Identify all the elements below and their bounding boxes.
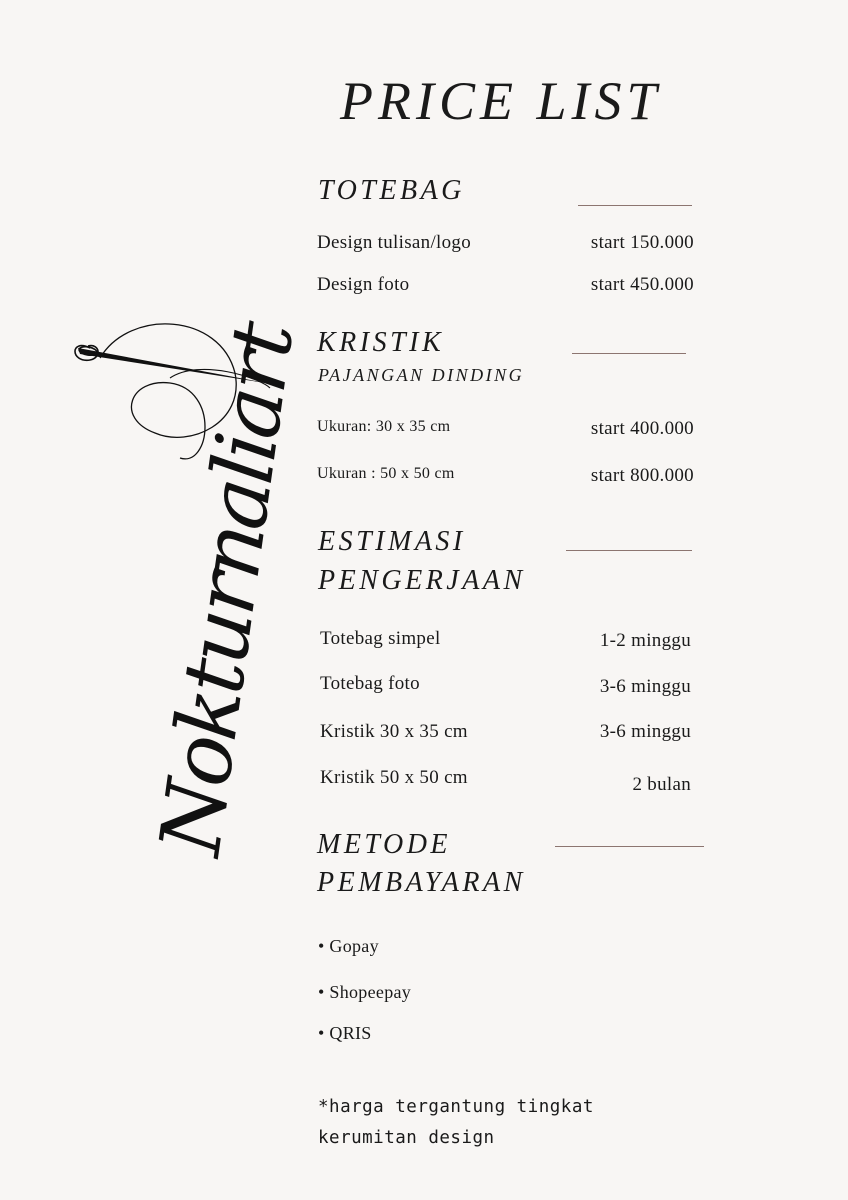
pricing-note xyxy=(318,1092,594,1154)
totebag-item-price: start 450.000 xyxy=(590,274,694,295)
payment-method-item: • QRIS xyxy=(318,1023,372,1043)
pricing-note-line: *harga tergantung tingkat xyxy=(318,1097,594,1117)
estimasi-item-time: 2 bulan xyxy=(632,774,691,795)
estimasi-item-time: 3-6 minggu xyxy=(599,721,691,742)
pricing-note-line: kerumitan design xyxy=(318,1128,495,1148)
payment-method-item: • Shopeepay xyxy=(318,982,412,1002)
brand-signature-text: Nokturnaliart xyxy=(140,319,300,861)
totebag-item-name: Design foto xyxy=(317,274,410,295)
section-divider xyxy=(555,846,704,847)
kristik-item-name: Ukuran: 30 x 35 cm xyxy=(317,418,451,435)
kristik-item-price: start 800.000 xyxy=(590,465,694,486)
estimasi-item-name: Totebag foto xyxy=(320,673,420,694)
totebag-item-price: start 150.000 xyxy=(590,232,694,253)
section-heading-metode: METODE xyxy=(317,829,452,860)
estimasi-item-name: Kristik 30 x 35 cm xyxy=(320,721,468,742)
needle-thread-icon xyxy=(60,318,300,878)
section-heading-estimasi: PENGERJAAN xyxy=(318,565,526,596)
estimasi-item-name: Totebag simpel xyxy=(320,628,441,649)
section-divider xyxy=(578,205,692,206)
estimasi-item-time: 1-2 minggu xyxy=(599,630,691,651)
payment-method-item: • Gopay xyxy=(318,936,379,956)
section-divider xyxy=(572,353,686,354)
estimasi-item-time: 3-6 minggu xyxy=(599,676,691,697)
section-divider xyxy=(566,550,692,551)
kristik-item-price: start 400.000 xyxy=(590,418,694,439)
brand-logo xyxy=(60,318,300,878)
kristik-item-name: Ukuran : 50 x 50 cm xyxy=(317,465,455,482)
section-heading-estimasi: ESTIMASI xyxy=(318,526,466,557)
section-heading-kristik: KRISTIK xyxy=(317,327,445,358)
section-subheading-kristik: PAJANGAN DINDING xyxy=(318,365,525,385)
estimasi-item-name: Kristik 50 x 50 cm xyxy=(320,767,468,788)
totebag-item-name: Design tulisan/logo xyxy=(317,232,471,253)
section-heading-metode: PEMBAYARAN xyxy=(317,867,526,898)
section-heading-totebag: TOTEBAG xyxy=(318,175,465,206)
page-title: PRICE LIST xyxy=(340,71,662,131)
